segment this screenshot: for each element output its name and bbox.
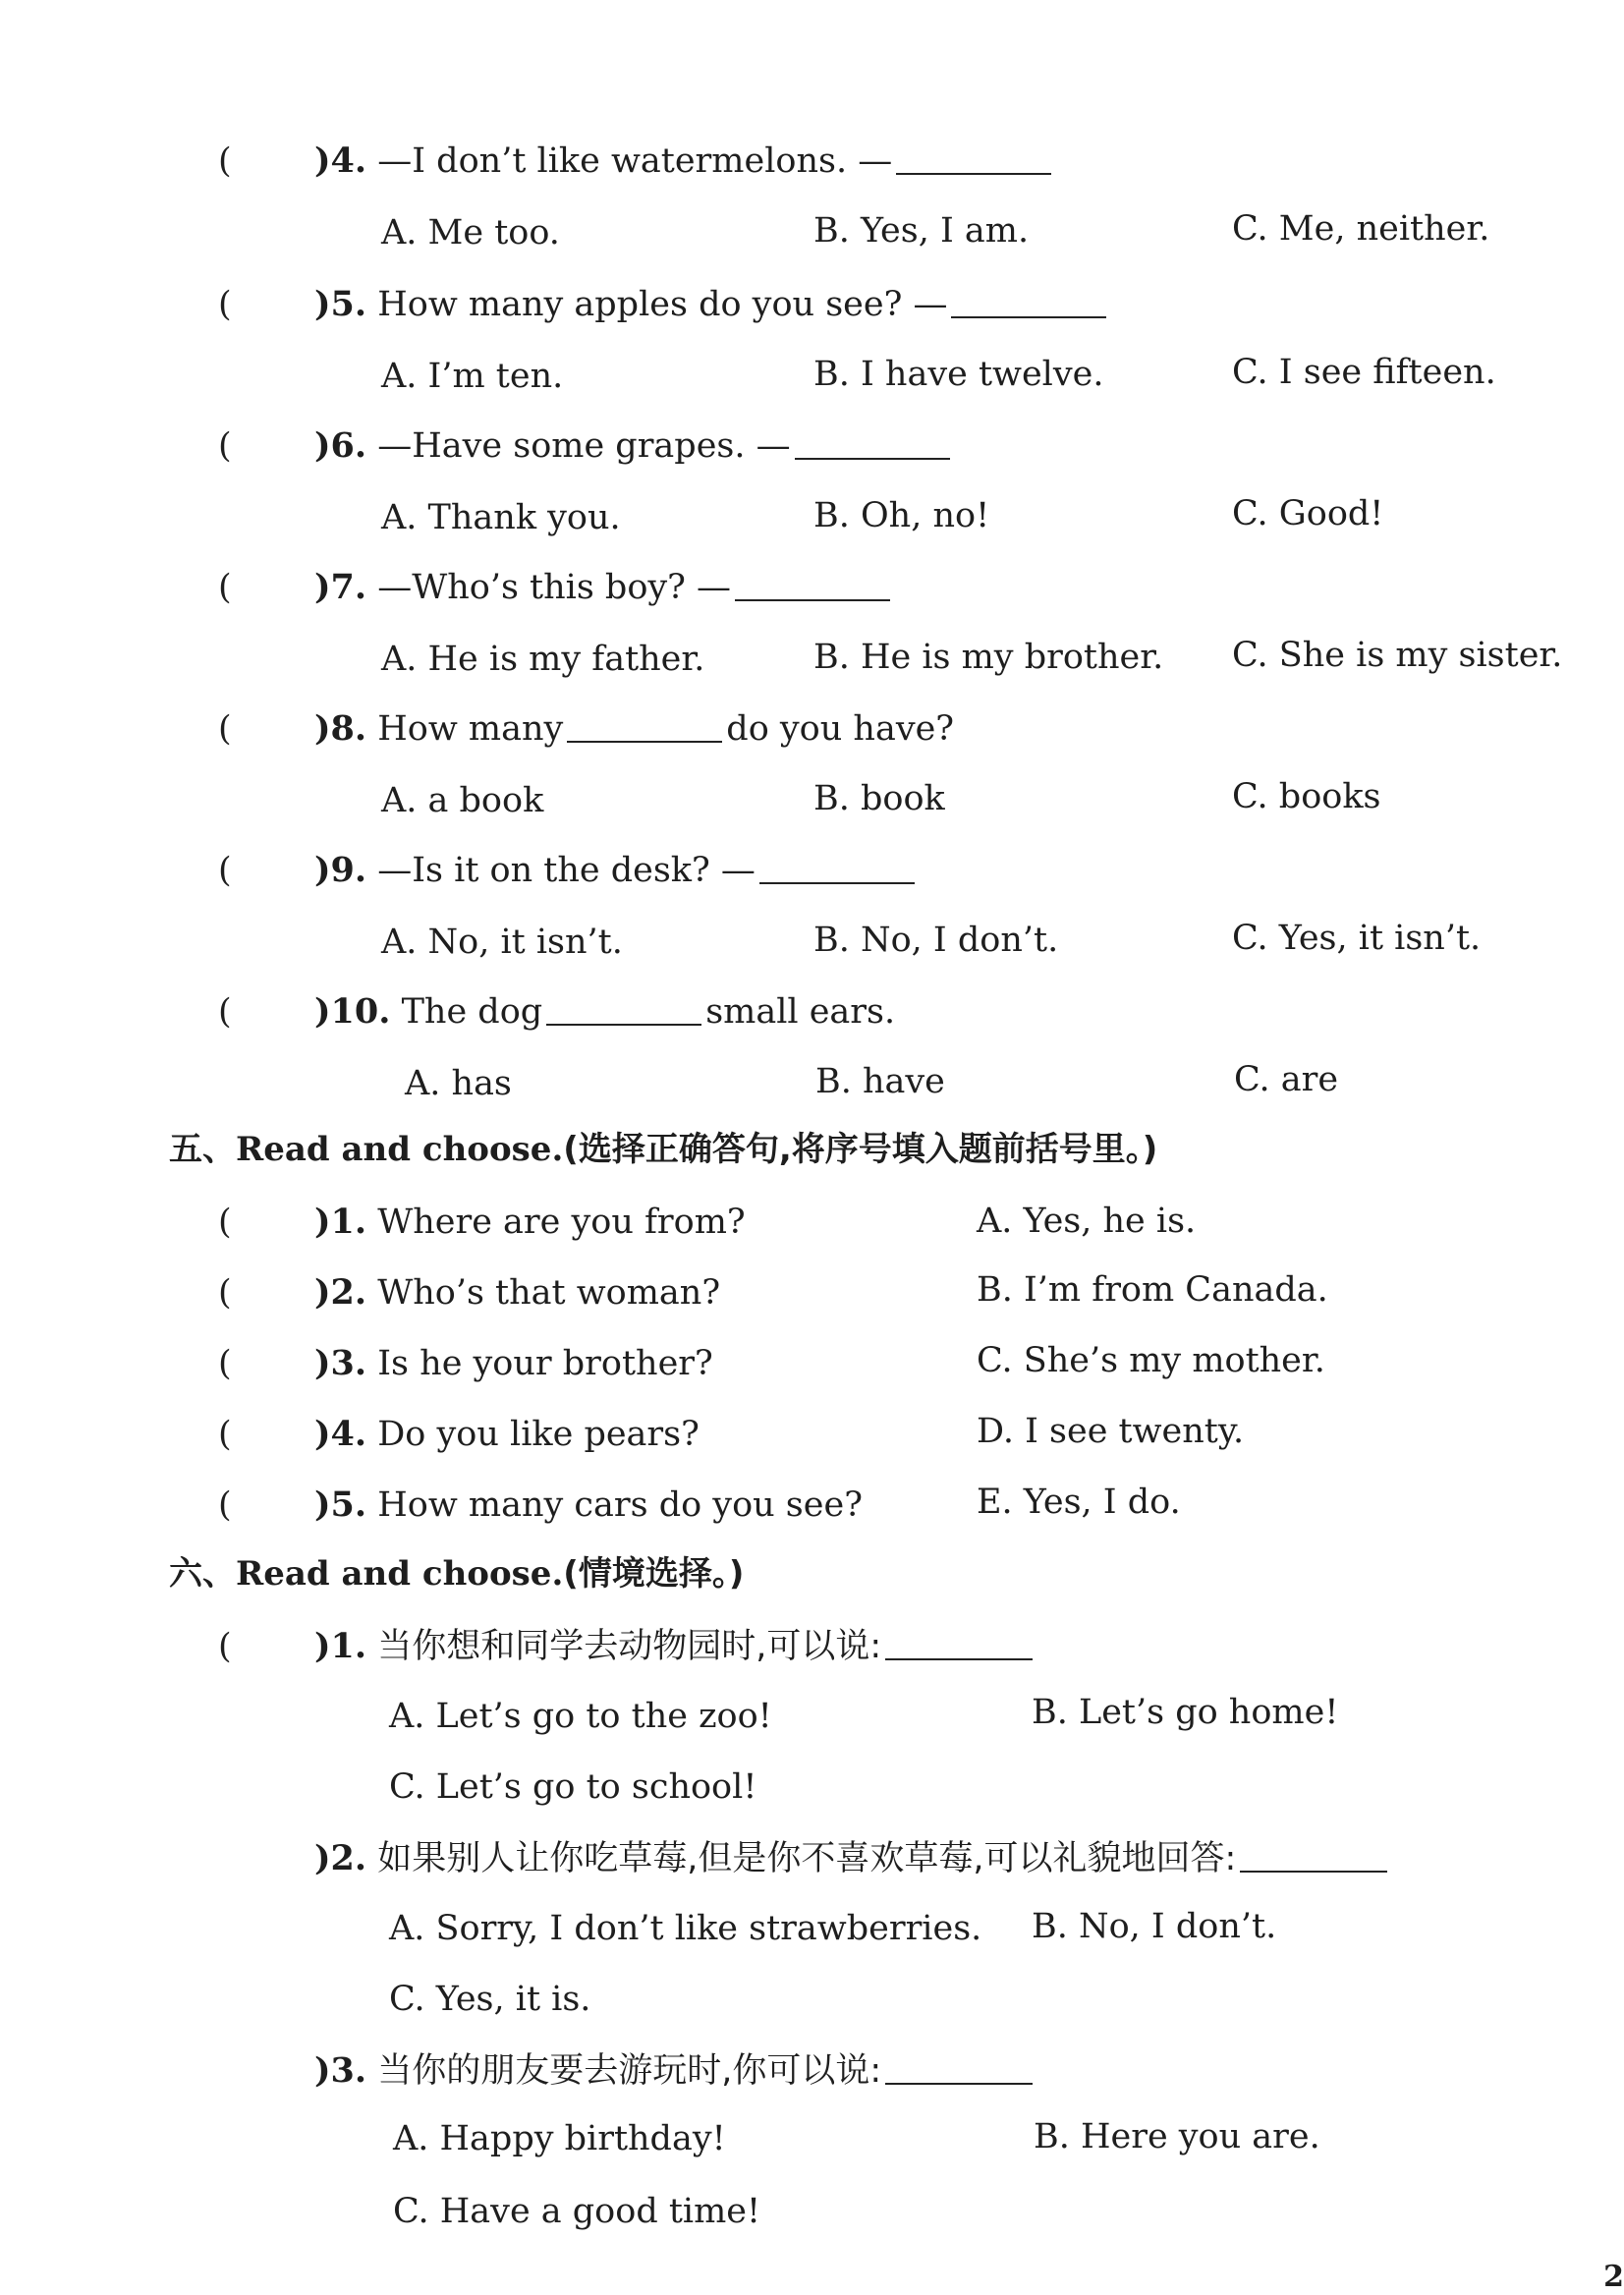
answer-option: E. Yes, I do.	[977, 1483, 1181, 1522]
question-text: 当你的朋友要去游玩时,你可以说:	[366, 2051, 882, 2091]
question-number: )4.	[314, 1414, 367, 1454]
question-number: )5.	[314, 1484, 367, 1525]
question-number: )6.	[314, 425, 367, 466]
question-text: —Is it on the desk? —	[366, 851, 756, 890]
question-number: )9.	[314, 850, 367, 890]
question-text: —Have some grapes. —	[366, 426, 791, 466]
answer-blank[interactable]	[759, 853, 915, 884]
answer-option: D. I see twenty.	[977, 1412, 1245, 1451]
question-text: How many cars do you see?	[366, 1485, 863, 1525]
option-c: C. I see fifteen.	[1232, 353, 1496, 392]
option-a: A. Happy birthday!	[393, 2119, 726, 2158]
section-five-heading: 五、Read and choose.(选择正确答句,将序号填入题前括号里。)	[169, 1130, 1158, 1169]
question-number: )10.	[314, 991, 391, 1032]
answer-blank[interactable]	[795, 428, 950, 460]
answer-blank[interactable]	[885, 2053, 1033, 2085]
option-b: B. I have twelve.	[813, 355, 1104, 394]
question-number: )3.	[314, 2050, 367, 2091]
question-text: —I don’t like watermelons. —	[366, 141, 893, 181]
question-text: Where are you from?	[366, 1203, 746, 1242]
option-b: B. Here you are.	[1034, 2117, 1320, 2156]
worksheet-page: ( )4. —I don’t like watermelons. — A. Me too. B. Yes, I am. C. Me, neither. ( )5. How many apples do you see? — A. I’m ten. B. I have twelve. C. I see fifteen. ( )6. —Have some grapes. — A. Thank you. B. Oh, no! C. Good! ( )7. —Who’s this boy? — A. He is my father. B. He is my brother. C. She is my sister. ( )8. How many do you have? A. a book B. book C. books ( )9. —Is it on the desk? — A. No, it isn’t. B. No, I don’t. C. Yes, it isn’t. ( )10. The dog small ears. A. has B. have C. are 五、Read and choose.(选择正确答句,将序号填入题前括号里。) ( )1. Where are you from? A. Yes, he is. ( )2. Who’s that woman? B. I’m from Canada. ( )3. Is he your brother? C. She’s my mother. ( )4. Do you like pears? D. I see twenty. ( )5. How many cars do you see? E. Yes, I do. 六、Read and choose.(情境选择。) ( )1. 当你想和同学去动物园时,可以说: A. Let’s go to the zoo! B. Let’s go home! C. Let’s go to school! )2. 如果别人让你吃草莓,但是你不喜欢草莓,可以礼貌地回答: A. Sorry, I don’t like strawberries. B. No, I don’t. C. Yes, it is. )3. 当你的朋友要去游玩时,你可以说: A. Happy birthday! B. Here you are. C. Have a good time! 2	[169, 140, 1624, 2294]
section-six-heading: 六、Read and choose.(情境选择。)	[169, 1554, 745, 1594]
page-number: 2	[1603, 2260, 1624, 2294]
option-a: A. No, it isn’t.	[381, 923, 623, 962]
option-a: A. Let’s go to the zoo!	[389, 1697, 772, 1736]
option-c: C. She is my sister.	[1232, 636, 1563, 675]
option-c: C. books	[1232, 777, 1381, 816]
answer-option: A. Yes, he is.	[977, 1202, 1197, 1241]
option-a: A. He is my father.	[381, 640, 705, 679]
option-a: A. I’m ten.	[381, 357, 564, 396]
question-text-after: do you have?	[726, 709, 955, 749]
question-text: How many	[366, 709, 564, 749]
answer-blank[interactable]	[885, 1629, 1033, 1660]
option-b: B. Let’s go home!	[1032, 1693, 1339, 1732]
option-c: C. Me, neither.	[1232, 209, 1490, 249]
question-number: )3.	[314, 1343, 367, 1383]
question-text: 如果别人让你吃草莓,但是你不喜欢草莓,可以礼貌地回答:	[366, 1839, 1237, 1878]
option-a: A. a book	[381, 781, 544, 820]
question-text: Do you like pears?	[366, 1415, 700, 1454]
option-c: C. Have a good time!	[393, 2192, 761, 2231]
option-b: B. No, I don’t.	[813, 921, 1059, 960]
answer-blank[interactable]	[735, 570, 890, 601]
question-number: )5.	[314, 284, 367, 324]
answer-blank[interactable]	[1240, 1841, 1387, 1873]
answer-option: C. She’s my mother.	[977, 1341, 1325, 1380]
question-text: —Who’s this boy? —	[366, 568, 732, 607]
option-b: B. book	[813, 779, 945, 818]
option-b: B. have	[815, 1062, 945, 1101]
option-c: C. are	[1234, 1060, 1339, 1099]
question-text: How many apples do you see? —	[366, 285, 948, 324]
answer-blank[interactable]	[896, 143, 1051, 175]
question-number: )1.	[314, 1202, 367, 1242]
question-number: )2.	[314, 1272, 367, 1313]
answer-blank[interactable]	[546, 994, 701, 1026]
question-number: )1.	[314, 1626, 367, 1666]
option-c: C. Good!	[1232, 494, 1384, 533]
option-a: A. has	[405, 1064, 512, 1103]
option-b: B. No, I don’t.	[1032, 1907, 1277, 1946]
answer-option: B. I’m from Canada.	[977, 1270, 1328, 1310]
option-c: C. Let’s go to school!	[389, 1767, 757, 1807]
question-text: 当你想和同学去动物园时,可以说:	[366, 1627, 882, 1666]
option-b: B. He is my brother.	[813, 638, 1164, 677]
option-c: C. Yes, it is.	[389, 1980, 591, 2019]
option-c: C. Yes, it isn’t.	[1232, 919, 1482, 958]
question-text-after: small ears.	[705, 992, 896, 1032]
question-text: Is he your brother?	[366, 1344, 713, 1383]
question-number: )2.	[314, 1838, 367, 1878]
question-number: )7.	[314, 567, 367, 607]
answer-blank[interactable]	[951, 287, 1106, 318]
option-b: B. Oh, no!	[813, 496, 990, 535]
question-number: )8.	[314, 708, 367, 749]
question-text: The dog	[390, 992, 543, 1032]
option-a: A. Me too.	[381, 213, 560, 252]
question-number: )4.	[314, 140, 367, 181]
option-a: A. Thank you.	[381, 498, 621, 537]
option-b: B. Yes, I am.	[813, 211, 1030, 251]
question-text: Who’s that woman?	[366, 1273, 721, 1313]
option-a: A. Sorry, I don’t like strawberries.	[389, 1909, 982, 1948]
answer-blank[interactable]	[567, 711, 722, 743]
